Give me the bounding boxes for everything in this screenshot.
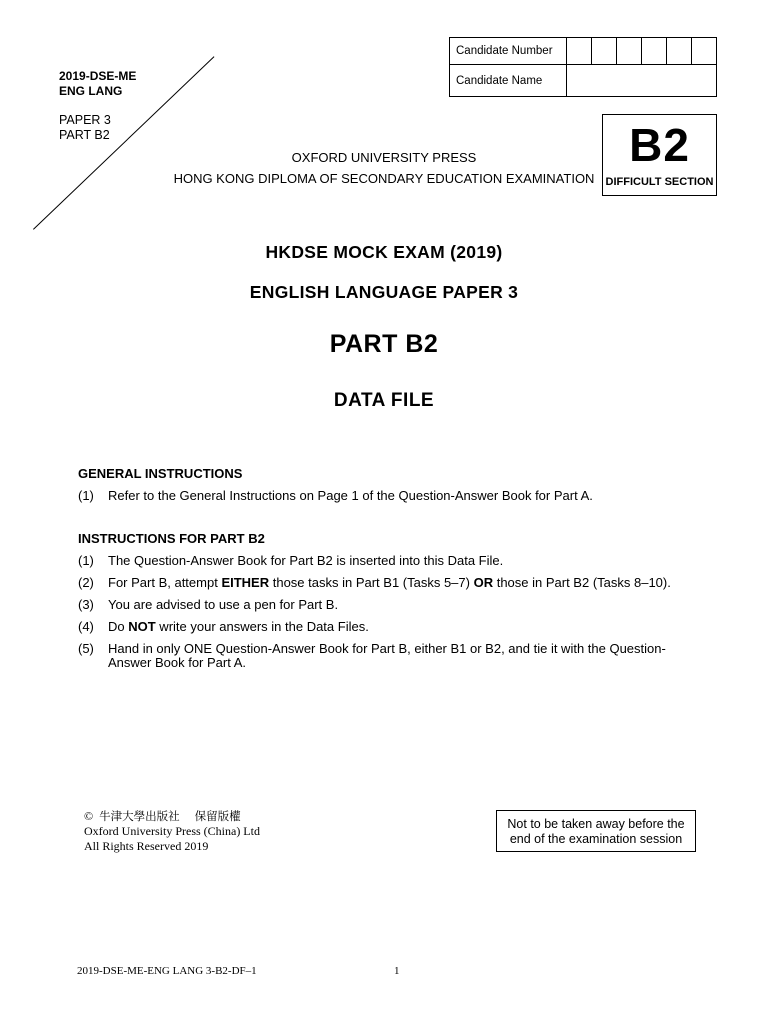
page-number: 1 <box>394 965 400 977</box>
notice-line: end of the examination session <box>509 832 683 846</box>
candidate-name-label: Candidate Name <box>450 65 567 97</box>
publisher-name: OXFORD UNIVERSITY PRESS <box>291 150 477 165</box>
item-number: (4) <box>78 619 94 634</box>
candidate-number-digit[interactable] <box>692 38 717 65</box>
list-item <box>78 489 688 503</box>
candidate-box <box>449 37 717 97</box>
list-item <box>78 554 688 568</box>
candidate-number-digit[interactable] <box>642 38 667 65</box>
data-file-title: DATA FILE <box>333 390 435 411</box>
item-text: Hand in only ONE Question-Answer Book for Part B, either B1 or B2, and tie it with the Question- Answer Book for Part A. <box>108 641 666 670</box>
section-label: DIFFICULT SECTION <box>605 176 714 188</box>
part-instructions-heading: INSTRUCTIONS FOR PART B2 <box>78 531 265 546</box>
exam-title: HKDSE MOCK EXAM (2019) <box>265 242 503 262</box>
exam-name: HONG KONG DIPLOMA OF SECONDARY EDUCATION EXAMINATION <box>173 171 595 186</box>
part-title: PART B2 <box>329 330 439 358</box>
candidate-number-digit[interactable] <box>667 38 692 65</box>
item-text: The Question-Answer Book for Part B2 is inserted into this Data File. <box>108 553 504 568</box>
item-text: You are advised to use a pen for Part B. <box>108 597 339 612</box>
item-number: (1) <box>78 553 94 568</box>
paper-label: PAPER 3 <box>59 113 111 127</box>
item-number: (3) <box>78 597 94 612</box>
list-item <box>78 598 688 612</box>
candidate-number-digit[interactable] <box>592 38 617 65</box>
item-text: For Part B, attempt EITHER those tasks in Part B1 (Tasks 5–7) OR those in Part B2 (Tasks 8–10). <box>108 575 671 590</box>
exam-code: 2019-DSE-ME <box>59 69 137 83</box>
paper-title: ENGLISH LANGUAGE PAPER 3 <box>249 282 519 302</box>
section-badge <box>602 114 717 196</box>
notice-box <box>496 810 696 852</box>
subject-code: ENG LANG <box>59 84 123 98</box>
list-item <box>78 642 688 670</box>
item-number: (5) <box>78 641 94 656</box>
general-instructions-heading: GENERAL INSTRUCTIONS <box>78 466 243 481</box>
copyright-rights: All Rights Reserved 2019 <box>84 839 209 853</box>
chinese-rights: 保留版權 <box>194 809 241 823</box>
item-number: (2) <box>78 575 94 590</box>
candidate-number-digit[interactable] <box>617 38 642 65</box>
footer-code: 2019-DSE-ME-ENG LANG 3-B2-DF–1 <box>77 965 257 977</box>
list-item <box>78 620 688 634</box>
copyright-publisher: Oxford University Press (China) Ltd <box>84 824 260 838</box>
part-label: PART B2 <box>59 128 110 142</box>
copyright-block <box>84 809 260 854</box>
chinese-publisher: 牛津大學出版社 <box>99 809 180 823</box>
candidate-name-field[interactable] <box>567 65 717 97</box>
copyright-symbol: © <box>84 809 94 823</box>
section-code: B2 <box>629 119 690 171</box>
item-text: Do NOT write your answers in the Data Files. <box>108 619 369 634</box>
item-text: Refer to the General Instructions on Page 1 of the Question-Answer Book for Part A. <box>108 488 593 503</box>
candidate-number-label: Candidate Number <box>450 38 567 65</box>
item-number: (1) <box>78 488 94 503</box>
list-item <box>78 576 688 590</box>
candidate-number-digit[interactable] <box>567 38 592 65</box>
notice-line: Not to be taken away before the <box>507 817 685 831</box>
